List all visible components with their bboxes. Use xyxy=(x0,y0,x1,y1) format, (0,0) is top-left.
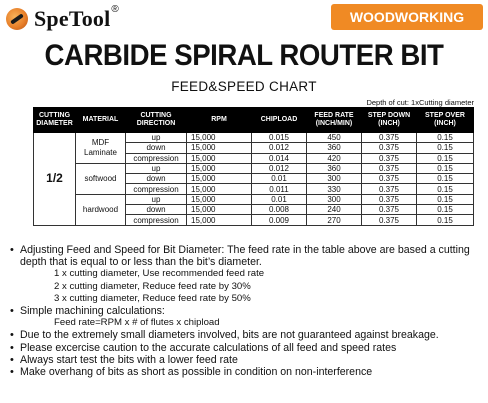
step-down-cell: 0.375 xyxy=(362,194,417,204)
feed-rate-cell: 360 xyxy=(307,163,362,173)
rpm-cell: 15,000 xyxy=(187,153,252,163)
material-cell: softwood xyxy=(76,163,126,194)
feed-rate-cell: 330 xyxy=(307,184,362,194)
feed-rate-cell: 420 xyxy=(307,153,362,163)
header-rpm: RPM xyxy=(187,108,252,133)
table-row xyxy=(34,194,474,204)
note-item xyxy=(10,305,480,317)
step-down-cell: 0.375 xyxy=(362,143,417,153)
feed-rate-cell: 300 xyxy=(307,194,362,204)
note-sub-item: 3 x cutting diameter, Reduce feed rate by 50% xyxy=(54,292,251,304)
direction-cell: up xyxy=(126,133,187,143)
chipload-cell: 0.008 xyxy=(252,205,307,215)
step-over-cell: 0.15 xyxy=(417,215,474,225)
direction-cell: down xyxy=(126,205,187,215)
note-item xyxy=(10,354,480,366)
rpm-cell: 15,000 xyxy=(187,205,252,215)
rpm-cell: 15,000 xyxy=(187,184,252,194)
step-over-cell: 0.15 xyxy=(417,153,474,163)
table-row xyxy=(34,133,474,143)
chipload-cell: 0.012 xyxy=(252,143,307,153)
chipload-cell: 0.014 xyxy=(252,153,307,163)
direction-cell: up xyxy=(126,163,187,173)
direction-cell: compression xyxy=(126,184,187,194)
step-over-cell: 0.15 xyxy=(417,194,474,204)
note-sub-item: 2 x cutting diameter, Reduce feed rate by 30% xyxy=(54,280,251,292)
header-step-over: STEP OVER (INCH) xyxy=(417,108,474,133)
rpm-cell: 15,000 xyxy=(187,174,252,184)
feed-rate-cell: 240 xyxy=(307,205,362,215)
direction-cell: down xyxy=(126,174,187,184)
brand-name: SpeTool® xyxy=(34,4,119,31)
note-item xyxy=(10,244,480,268)
note-text: Due to the extremely small diameters involved, bits are not guaranteed against breakage. xyxy=(20,329,439,342)
note-calc: Simple machining calculations: xyxy=(20,305,165,318)
rpm-cell: 15,000 xyxy=(187,133,252,143)
notes-section xyxy=(10,244,480,378)
chipload-cell: 0.011 xyxy=(252,184,307,194)
diameter-cell: 1/2 xyxy=(34,133,76,226)
step-down-cell: 0.375 xyxy=(362,133,417,143)
step-over-cell: 0.15 xyxy=(417,174,474,184)
chipload-cell: 0.01 xyxy=(252,194,307,204)
brand-logo-icon xyxy=(6,8,28,30)
step-down-cell: 0.375 xyxy=(362,174,417,184)
rpm-cell: 15,000 xyxy=(187,194,252,204)
page-title: CARBIDE SPIRAL ROUTER BIT xyxy=(44,39,444,72)
rpm-cell: 15,000 xyxy=(187,163,252,173)
woodworking-badge: WOODWORKING xyxy=(331,4,483,30)
step-over-cell: 0.15 xyxy=(417,184,474,194)
bullet-icon: • xyxy=(10,353,14,366)
bullet-icon: • xyxy=(10,329,14,342)
table-header-row xyxy=(34,108,474,133)
note-text: Always start test the bits with a lower feed rate xyxy=(20,353,238,366)
step-over-cell: 0.15 xyxy=(417,163,474,173)
chipload-cell: 0.015 xyxy=(252,133,307,143)
note-item xyxy=(10,329,480,341)
step-down-cell: 0.375 xyxy=(362,184,417,194)
note-text: Please excercise caution to the accurate calculations of all feed and speed rates xyxy=(20,341,397,354)
step-over-cell: 0.15 xyxy=(417,133,474,143)
note-sub-item: Feed rate=RPM x # of flutes x chipload xyxy=(54,317,220,329)
feed-rate-cell: 300 xyxy=(307,174,362,184)
depth-note: Depth of cut: 1xCutting diameter xyxy=(366,98,474,107)
header-cutting-diameter: CUTTING DIAMETER xyxy=(34,108,76,133)
step-down-cell: 0.375 xyxy=(362,153,417,163)
direction-cell: compression xyxy=(126,215,187,225)
note-adjust: Adjusting Feed and Speed for Bit Diameter: The feed rate in the table above are based a cutting depth that is equal to or less than the bit’s diameter. xyxy=(20,244,470,269)
page-subtitle: FEED&SPEED CHART xyxy=(171,79,317,94)
table-row xyxy=(34,163,474,173)
direction-cell: down xyxy=(126,143,187,153)
header-step-down: STEP DOWN (INCH) xyxy=(362,108,417,133)
brand-logo xyxy=(6,6,119,32)
note-item xyxy=(10,342,480,354)
step-over-cell: 0.15 xyxy=(417,143,474,153)
feed-rate-cell: 450 xyxy=(307,133,362,143)
bullet-icon: • xyxy=(10,366,14,379)
header-material: MATERIAL xyxy=(76,108,126,133)
bullet-icon: • xyxy=(10,244,14,256)
direction-cell: compression xyxy=(126,153,187,163)
chipload-cell: 0.01 xyxy=(252,174,307,184)
bullet-icon: • xyxy=(10,341,14,354)
header-chipload: CHIPLOAD xyxy=(252,108,307,133)
step-down-cell: 0.375 xyxy=(362,205,417,215)
material-cell: hardwood xyxy=(76,194,126,225)
step-over-cell: 0.15 xyxy=(417,205,474,215)
step-down-cell: 0.375 xyxy=(362,215,417,225)
direction-cell: up xyxy=(126,194,187,204)
feed-speed-table xyxy=(33,107,474,226)
note-item xyxy=(10,366,480,378)
rpm-cell: 15,000 xyxy=(187,215,252,225)
bullet-icon: • xyxy=(10,305,14,318)
feed-rate-cell: 360 xyxy=(307,143,362,153)
feed-rate-cell: 270 xyxy=(307,215,362,225)
note-text: Make overhang of bits as short as possible in condition on non-interference xyxy=(20,366,373,379)
note-sub-item: 1 x cutting diameter, Use recommended feed rate xyxy=(54,268,265,280)
header-cutting-direction: CUTTING DIRECTION xyxy=(126,108,187,133)
rpm-cell: 15,000 xyxy=(187,143,252,153)
header-feed-rate: FEED RATE (INCH/MIN) xyxy=(307,108,362,133)
chipload-cell: 0.012 xyxy=(252,163,307,173)
step-down-cell: 0.375 xyxy=(362,163,417,173)
chipload-cell: 0.009 xyxy=(252,215,307,225)
material-cell: MDF Laminate xyxy=(76,133,126,164)
